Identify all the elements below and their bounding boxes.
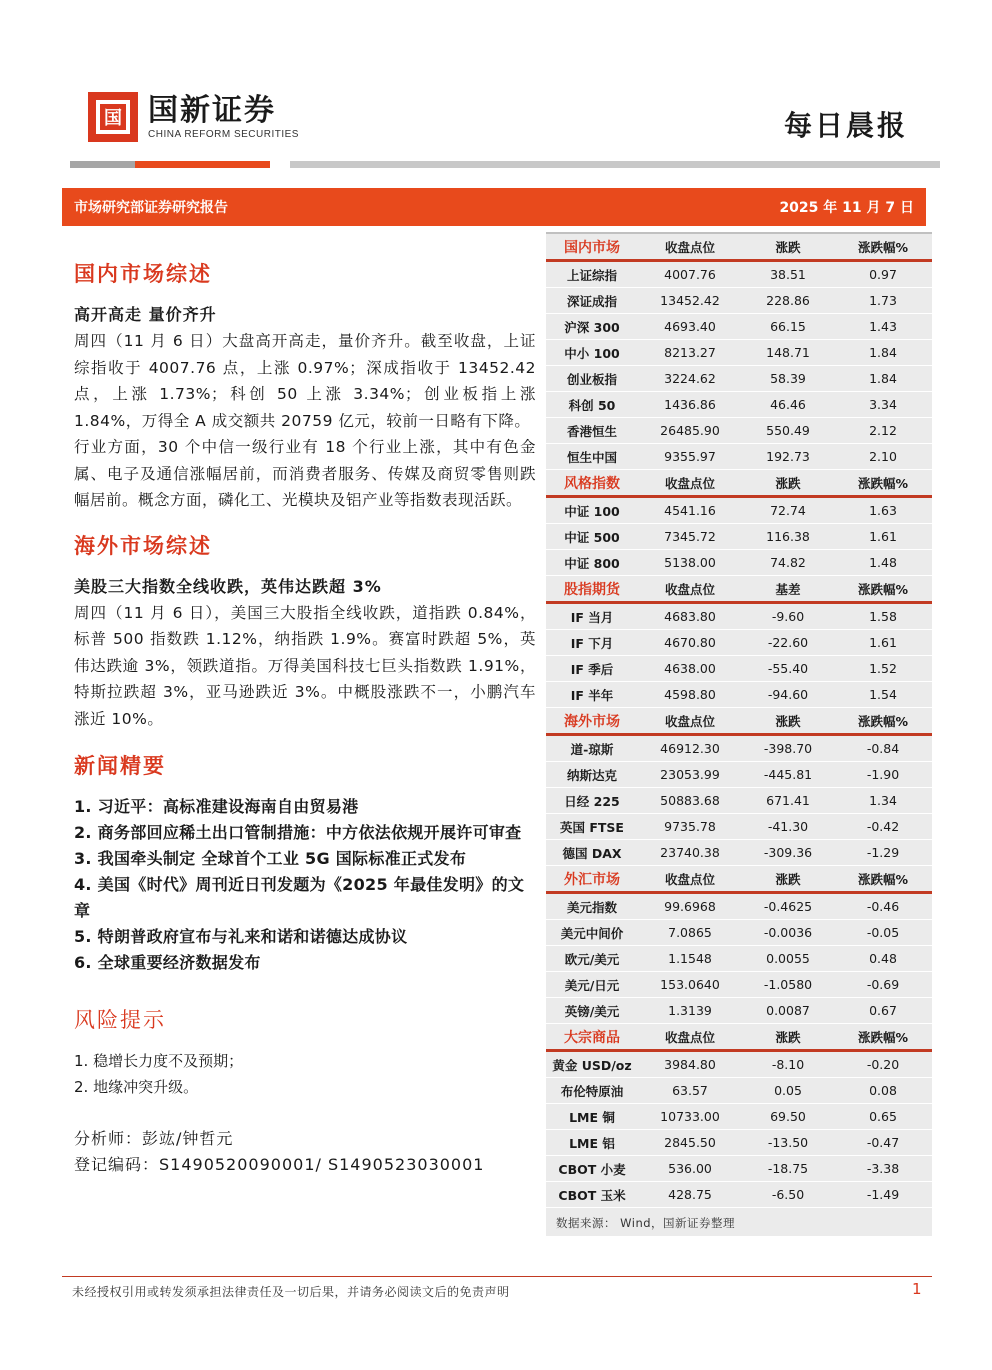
row-label: 美元指数 [566,899,617,915]
logo-mark-icon: 国 [88,92,138,142]
table-cell: 536.00 [668,1161,712,1176]
table-section-header [546,866,932,894]
domestic-subtitle: 高开高走 量价齐升 [74,305,217,324]
row-label: 创业板指 [566,371,617,387]
row-label: 英镑/美元 [564,1003,620,1019]
table-cell: 2.10 [869,449,897,464]
table-cell: -0.69 [866,977,900,992]
table-cell: 1.61 [869,529,897,544]
report-banner [62,188,926,226]
risk-item: 2. 地缘冲突升级。 [74,1078,199,1096]
left-column [74,258,536,1178]
row-label: 中证 800 [564,555,620,571]
company-logo [88,92,299,142]
table-cell: 1.58 [869,609,897,624]
table-row [546,1052,932,1078]
table-cell: -9.60 [771,609,805,624]
footer-rule [62,1276,932,1277]
table-cell: -18.75 [767,1161,809,1176]
table-row [546,1104,932,1130]
overseas-paragraph: 周四（11 月 6 日），美国三大股指全线收跌，道指跌 0.84%，标普 500 指数跌 1.12%，纳指跌 1.9%。赛富时跌超 5%，英伟达跌逾 3%，领跌道指。万得美国科技七巨头指数跌 1.91%，特斯拉跌超 3%，亚马逊跌近 3%。中概股涨跌不一，小鹏汽车涨近 10%。 [74,603,536,728]
row-label: CBOT 小麦 [558,1161,626,1177]
table-cell: 4670.80 [664,635,716,650]
column-header: 涨跌 [775,475,801,491]
table-cell: 1.84 [869,345,897,360]
column-header: 基差 [775,581,801,597]
table-cell: 1436.86 [664,397,716,412]
table-cell: 1.84 [869,371,897,386]
table-row [546,762,932,788]
table-cell: 7345.72 [664,529,716,544]
column-header: 涨跌 [775,871,801,887]
news-list [74,794,536,976]
table-cell: 8213.27 [664,345,716,360]
table-cell: -22.60 [767,635,809,650]
table-row [546,366,932,392]
table-cell: 58.39 [770,371,806,386]
column-header: 收盘点位 [664,475,715,491]
table-cell: 428.75 [668,1187,712,1202]
table-cell: 4683.80 [664,609,716,624]
table-cell: 1.1548 [668,951,712,966]
table-row [546,894,932,920]
table-cell: 1.63 [869,503,897,518]
overseas-subtitle: 美股三大指数全线收跌，英伟达跌超 3% [74,576,382,596]
row-label: 上证综指 [566,267,617,283]
table-row [546,418,932,444]
table-row [546,736,932,762]
table-cell: -398.70 [763,741,813,756]
analyst-codes: 登记编码：S1490520090001/ S1490523030001 [74,1155,485,1174]
row-label: 欧元/美元 [564,951,620,967]
table-cell: -1.29 [866,845,900,860]
column-header: 涨跌 [775,1029,801,1045]
table-cell: 148.71 [766,345,810,360]
table-cell: 10733.00 [660,1109,720,1124]
table-row [546,524,932,550]
table-section-header [546,576,932,604]
column-header: 涨跌幅% [857,1029,909,1045]
row-label: IF 当月 [570,609,614,625]
column-header: 涨跌幅% [857,713,909,729]
table-row [546,1182,932,1208]
table-cell: 4693.40 [664,319,716,334]
table-cell: 9735.78 [664,819,716,834]
table-row [546,920,932,946]
table-cell: 1.61 [869,635,897,650]
table-cell: 3.34 [869,397,897,412]
news-item: 4. 美国《时代》周刊近日刊发题为《2025 年最佳发明》的文章 [74,875,525,920]
table-cell: -94.60 [767,687,809,702]
table-cell: -1.0580 [763,977,813,992]
table-cell: 66.15 [770,319,806,334]
column-header: 涨跌幅% [857,871,909,887]
table-cell: 69.50 [770,1109,806,1124]
header-rule-gray [290,161,940,168]
table-cell: 4541.16 [664,503,716,518]
table-row [546,314,932,340]
table-cell: -6.50 [771,1187,805,1202]
table-cell: 1.43 [869,319,897,334]
row-label: 纳斯达克 [566,767,617,783]
table-cell: -8.10 [771,1057,805,1072]
logo-name-cn: 国新证券 [148,92,276,128]
risk-section-title: 风险提示 [74,1008,166,1032]
table-cell: -0.84 [866,741,900,756]
page-number: 1 [912,1280,922,1298]
section-name: 风格指数 [564,475,620,492]
table-cell: -13.50 [767,1135,809,1150]
overseas-section-title: 海外市场综述 [74,532,212,558]
risk-item: 1. 稳增长力度不及预期； [74,1052,244,1070]
table-cell: 38.51 [770,267,806,282]
table-row [546,946,932,972]
table-cell: 5138.00 [664,555,716,570]
table-cell: 26485.90 [660,423,720,438]
row-label: CBOT 玉米 [558,1187,626,1203]
table-cell: 0.65 [869,1109,897,1124]
table-cell: 13452.42 [660,293,720,308]
table-row [546,682,932,708]
table-row [546,656,932,682]
table-cell: -0.46 [866,899,900,914]
table-row [546,1130,932,1156]
table-section-header [546,234,932,262]
column-header: 涨跌幅% [857,475,909,491]
table-row [546,788,932,814]
news-item: 2. 商务部回应稀土出口管制措施：中方依法依规开展许可审查 [74,823,522,842]
table-cell: 153.0640 [660,977,720,992]
row-label: 沪深 300 [564,319,620,335]
table-cell: -0.05 [866,925,900,940]
logo-name-en: CHINA REFORM SECURITIES [148,128,299,140]
row-label: 中小 100 [564,345,620,361]
table-section-header [546,708,932,736]
table-cell: 0.08 [869,1083,897,1098]
table-cell: -0.0036 [763,925,813,940]
table-cell: 3984.80 [664,1057,716,1072]
table-cell: -309.36 [763,845,813,860]
table-cell: 4638.00 [664,661,716,676]
column-header: 涨跌 [775,713,801,729]
row-label: 德国 DAX [562,845,622,861]
table-cell: -41.30 [767,819,809,834]
row-label: IF 半年 [570,687,614,703]
table-cell: 1.52 [869,661,897,676]
table-row [546,630,932,656]
row-label: 中证 100 [564,503,620,519]
table-cell: -0.42 [866,819,900,834]
table-cell: 50883.68 [660,793,720,808]
table-cell: 116.38 [766,529,810,544]
table-cell: 1.73 [869,293,897,308]
table-cell: 550.49 [766,423,810,438]
table-cell: 0.0087 [766,1003,810,1018]
table-cell: -0.47 [866,1135,900,1150]
table-cell: 192.73 [766,449,810,464]
row-label: 道-琼斯 [570,741,614,757]
table-cell: 0.05 [774,1083,802,1098]
column-header: 收盘点位 [664,871,715,887]
table-row [546,814,932,840]
table-row [546,498,932,524]
table-cell: -1.90 [866,767,900,782]
section-name: 外汇市场 [564,871,620,888]
row-label: 英国 FTSE [560,819,624,835]
footer-disclaimer: 未经授权引用或转发须承担法律责任及一切后果，并请务必阅读文后的免责声明 [72,1285,510,1299]
row-label: 布伦特原油 [560,1083,624,1099]
column-header: 涨跌 [775,239,801,255]
table-cell: 1.54 [869,687,897,702]
table-cell: 0.67 [869,1003,897,1018]
table-cell: 0.97 [869,267,897,282]
row-label: 香港恒生 [566,423,617,439]
section-name: 国内市场 [564,239,620,256]
table-cell: 9355.97 [664,449,716,464]
row-label: 美元/日元 [564,977,620,993]
news-item: 5. 特朗普政府宣布与礼来和诺和诺德达成协议 [74,927,408,946]
row-label: LME 铜 [569,1109,615,1125]
table-cell: 0.48 [869,951,897,966]
table-row [546,972,932,998]
row-label: 深证成指 [566,293,617,309]
market-data-table [546,232,932,1236]
domestic-section-title: 国内市场综述 [74,261,212,286]
analyst-names: 分析师：彭竑/钟哲元 [74,1129,234,1148]
table-cell: 2.12 [869,423,897,438]
row-label: 日经 225 [564,793,620,809]
news-item: 1. 习近平：高标准建设海南自由贸易港 [74,797,359,816]
section-name: 大宗商品 [564,1029,620,1046]
table-row [546,444,932,470]
table-cell: 7.0865 [668,925,712,940]
table-cell: 0.0055 [766,951,810,966]
table-cell: 99.6968 [664,899,716,914]
news-item: 3. 我国牵头制定 全球首个工业 5G 国际标准正式发布 [74,849,467,868]
table-cell: -1.49 [866,1187,900,1202]
column-header: 涨跌幅% [857,239,909,255]
table-cell: 228.86 [766,293,810,308]
table-section-header [546,1024,932,1052]
row-label: IF 下月 [570,635,614,651]
row-label: 美元中间价 [560,925,624,941]
table-cell: 3224.62 [664,371,716,386]
column-header: 收盘点位 [664,239,715,255]
section-name: 海外市场 [564,713,620,730]
column-header: 收盘点位 [664,1029,715,1045]
banner-date: 2025 年 11 月 7 日 [779,200,914,216]
row-label: 恒生中国 [566,449,617,465]
row-label: LME 铝 [569,1135,615,1151]
table-cell: -445.81 [763,767,813,782]
table-cell: 1.34 [869,793,897,808]
section-name: 股指期货 [564,581,620,598]
table-cell: 4598.80 [664,687,716,702]
column-header: 收盘点位 [664,713,715,729]
column-header: 收盘点位 [664,581,715,597]
row-label: 黄金 USD/oz [552,1057,632,1073]
row-label: 中证 500 [564,529,620,545]
table-cell: 23740.38 [660,845,720,860]
table-cell: 63.57 [672,1083,708,1098]
table-row [546,340,932,366]
table-row [546,1078,932,1104]
table-cell: 1.3139 [668,1003,712,1018]
domestic-paragraph-1: 周四（11 月 6 日）大盘高开高走，量价齐升。截至收盘，上证综指收于 4007.76 点，上涨 0.97%；深成指收于 13452.42 点，上涨 1.73%；科创 50 上涨 3.34%；创业板指上涨 1.84%，万得全 A 成交额共 20759 亿元，较前一日略有下降。 [74,332,536,430]
news-item: 6. 全球重要经济数据发布 [74,953,261,972]
header-rule-gray-left [70,161,135,168]
table-row [546,840,932,866]
table-section-header [546,470,932,498]
column-header: 涨跌幅% [857,581,909,597]
table-row [546,604,932,630]
table-cell: 2845.50 [664,1135,716,1150]
table-cell: 1.48 [869,555,897,570]
banner-department: 市场研究部证券研究报告 [74,200,228,216]
table-cell: 46.46 [770,397,806,412]
table-cell: 46912.30 [660,741,720,756]
table-cell: 671.41 [766,793,810,808]
table-cell: -55.40 [767,661,809,676]
table-cell: 23053.99 [660,767,720,782]
table-cell: -0.20 [866,1057,900,1072]
table-row [546,1156,932,1182]
table-cell: 74.82 [770,555,806,570]
table-row [546,392,932,418]
table-row [546,288,932,314]
table-cell: 4007.76 [664,267,716,282]
table-row [546,262,932,288]
data-source-note: 数据来源： Wind，国新证券整理 [556,1216,736,1230]
row-label: 科创 50 [568,397,616,413]
news-section-title: 新闻精要 [74,753,166,778]
report-title: 每日晨报 [783,109,908,142]
domestic-paragraph-2: 行业方面，30 个中信一级行业有 18 个行业上涨，其中有色金属、电子及通信涨幅居前，而消费者服务、传媒及商贸零售则跌幅居前。概念方面，磷化工、光模块及铝产业等指数表现活跃。 [74,438,536,509]
table-row [546,998,932,1024]
table-cell: -3.38 [866,1161,900,1176]
table-row [546,550,932,576]
row-label: IF 季后 [570,661,614,677]
table-cell: -0.4625 [763,899,813,914]
table-cell: 72.74 [770,503,806,518]
